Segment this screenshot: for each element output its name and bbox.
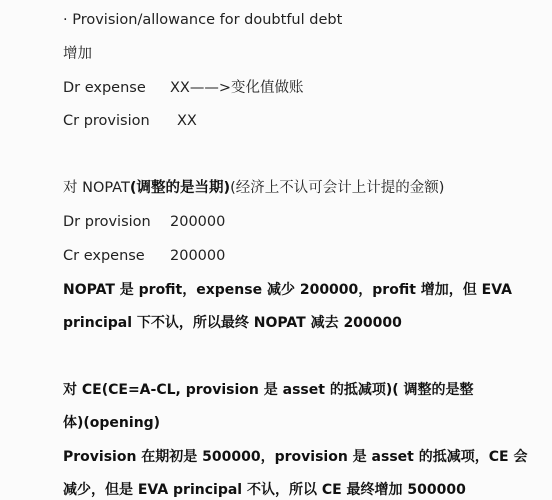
- entry1-dr: Dr expense: [63, 80, 146, 96]
- ce-explanation-line2: 减少，但是 EVA principal 不认，所以 CE 最终增加 500000: [63, 482, 466, 498]
- ce-title-line2: 体)(opening): [63, 415, 161, 431]
- nopat-explanation-line1: NOPAT 是 profit，expense 减少 200000，profit 增加，但 EVA: [63, 282, 512, 298]
- entry2-dr-amount: 200000: [170, 214, 226, 230]
- ce-title-line1: 对 CE(CE=A-CL, provision 是 asset 的抵减项)( 调整的是整: [63, 382, 474, 398]
- nopat-title-a: 对 NOPAT: [63, 180, 130, 196]
- entry1-dr-amount: XX——>变化值做账: [170, 80, 304, 96]
- nopat-explanation-line2: principal 下不认，所以最终 NOPAT 减去 200000: [63, 315, 402, 331]
- entry1-cr-amount: XX: [177, 113, 197, 129]
- increase-label: 增加: [63, 46, 92, 62]
- entry2-cr-amount: 200000: [170, 248, 226, 264]
- entry2-cr: Cr expense: [63, 248, 145, 264]
- nopat-title: [63, 178, 444, 198]
- heading: · Provision/allowance for doubtful debt: [63, 12, 343, 28]
- entry1-cr: Cr provision: [63, 113, 150, 129]
- ce-explanation-line1: Provision 在期初是 500000，provision 是 asset 的抵减项，CE 会: [63, 449, 528, 465]
- nopat-title-b: (调整的是当期): [129, 180, 231, 196]
- entry2-dr: Dr provision: [63, 214, 151, 230]
- nopat-title-c: (经济上不认可会计上计提的金额): [230, 180, 445, 196]
